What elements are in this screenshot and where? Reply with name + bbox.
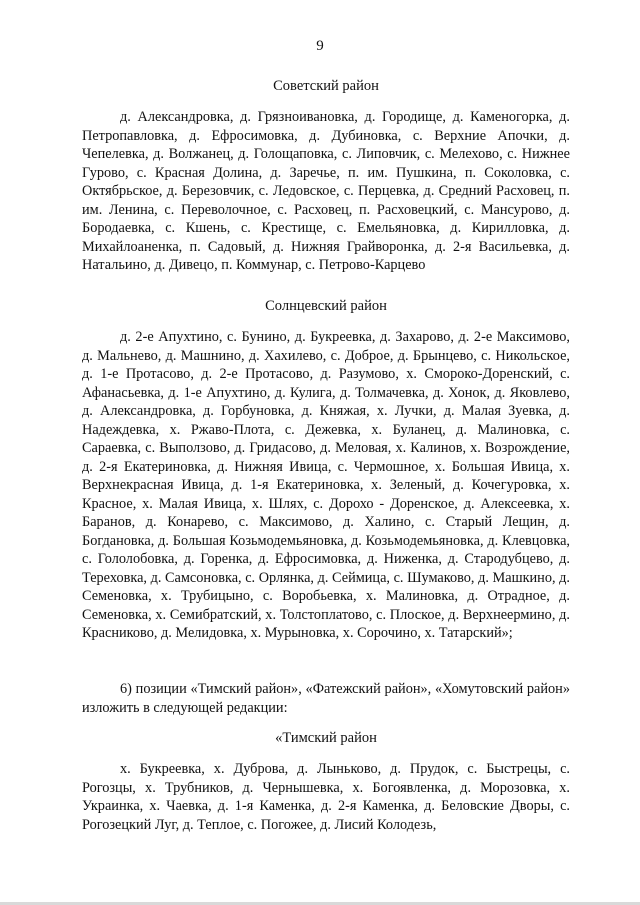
- amendment-item-6: [82, 680, 570, 717]
- section-heading: Солнцевский район: [265, 298, 387, 314]
- section-heading: «Тимский район: [275, 730, 377, 746]
- section-sovetsky-body: [82, 108, 570, 275]
- section-solntsevsky-body: [82, 328, 570, 643]
- section-timsky-body: [82, 760, 570, 834]
- section-solntsevsky: [82, 298, 570, 315]
- amendment-text: 6) позиции «Тимский район», «Фатежский район», «Хомутовский район» изложить в следующей редакции:: [82, 681, 570, 716]
- section-sovetsky: [82, 78, 570, 95]
- section-text: х. Букреевка, х. Дуброва, д. Лыньково, д. Прудок, с. Быстрецы, с. Рогозцы, х. Трубников, д. Чернышевка, х. Богоявленка, д. Морозовка, х. Украинка, х. Чаевка, д. 1-я Каменка, д. 2-я Каменка, д. Беловские Дворы, с. Рогозецкий Луг, д. Теплое, с. Погожее, д. Лисий Колодезь,: [82, 761, 570, 833]
- section-heading: Советский район: [273, 78, 379, 94]
- section-text: д. Александровка, д. Грязноивановка, д. Городище, д. Каменогорка, д. Петропавловка, д. Ефросимовка, д. Дубиновка, с. Верхние Апочки, д. Чепелевка, д. Волжанец, д. Голощаповка, с. Липовчик, с. Мелехово, с. Нижнее Гурово, с. Красная Долина, д. Заречье, п. им. Пушкина, п. Соколовка, с. Октябрьское, д. Березовчик, с. Ледовское, с. Перцевка, д. Средний Расховец, п. им. Ленина, с. Переволочное, с. Расховец, п. Расховецкий, с. Мансурово, д. Бородаевка, с. Кшень, с. Крестище, с. Емельяновка, д. Кирилловка, д. Михайлоаненка, п. Садовый, д. Нижняя Грайворонка, д. 2-я Васильевка, д. Натальино, д. Дивецо, п. Коммунар, с. Петрово-Карцево: [82, 109, 570, 273]
- page-number: 9: [316, 38, 324, 54]
- section-timsky: [82, 730, 570, 747]
- section-text: д. 2-е Апухтино, с. Бунино, д. Букреевка, д. Захарово, д. 2-е Максимово, д. Мальнево, д. Машнино, д. Хахилево, с. Доброе, д. Брынцево, с. Никольское, д. 1-е Протасово, д. 2-е Протасово, д. Разумово, х. Смороко-Доренский, с. Афанасьевка, д. 1-е Апухтино, д. Кулига, д. Толмачевка, д. Хонок, д. Яковлево, д. Александровка, д. Горбуновка, д. Княжая, х. Лучки, д. Малая Зуевка, д. Надеждевка, х. Ржаво-Плота, с. Дежевка, х. Буланец, д. Малиновка, с. Сараевка, с. Выползово, д. Гридасово, д. Меловая, х. Калинов, х. Возрождение, д. 2-я Екатериновка, д. Нижняя Ивица, с. Чермошное, х. Большая Ивица, х. Верхнекрасная Ивица, д. 1-я Екатериновка, х. Зеленый, д. Кочегуровка, х. Красное, х. Малая Ивица, х. Шлях, с. Дорохо - Доренское, д. Алексеевка, х. Баранов, д. Конарево, с. Максимово, д. Халино, с. Старый Лещин, д. Богдановка, д. Большая Козьмодемьяновка, д. Козьмодемьяновка, д. Клевцовка, с. Гололобовка, д. Горенка, д. Ефросимовка, д. Ниженка, д. Стародубцево, д. Тереховка, д. Самсоновка, с. Орлянка, д. Сеймица, с. Шумаково, д. Машкино, д. Семеновка, х. Трубицыно, с. Воробьевка, х. Малиновка, д. Отрадное, д. Семеновка, х. Семибратский, х. Толстоплатово, с. Плоское, д. Верхнеермино, д. Красниково, д. Мелидовка, х. Мурыновка, х. Сорочино, х. Татарский»;: [82, 329, 570, 641]
